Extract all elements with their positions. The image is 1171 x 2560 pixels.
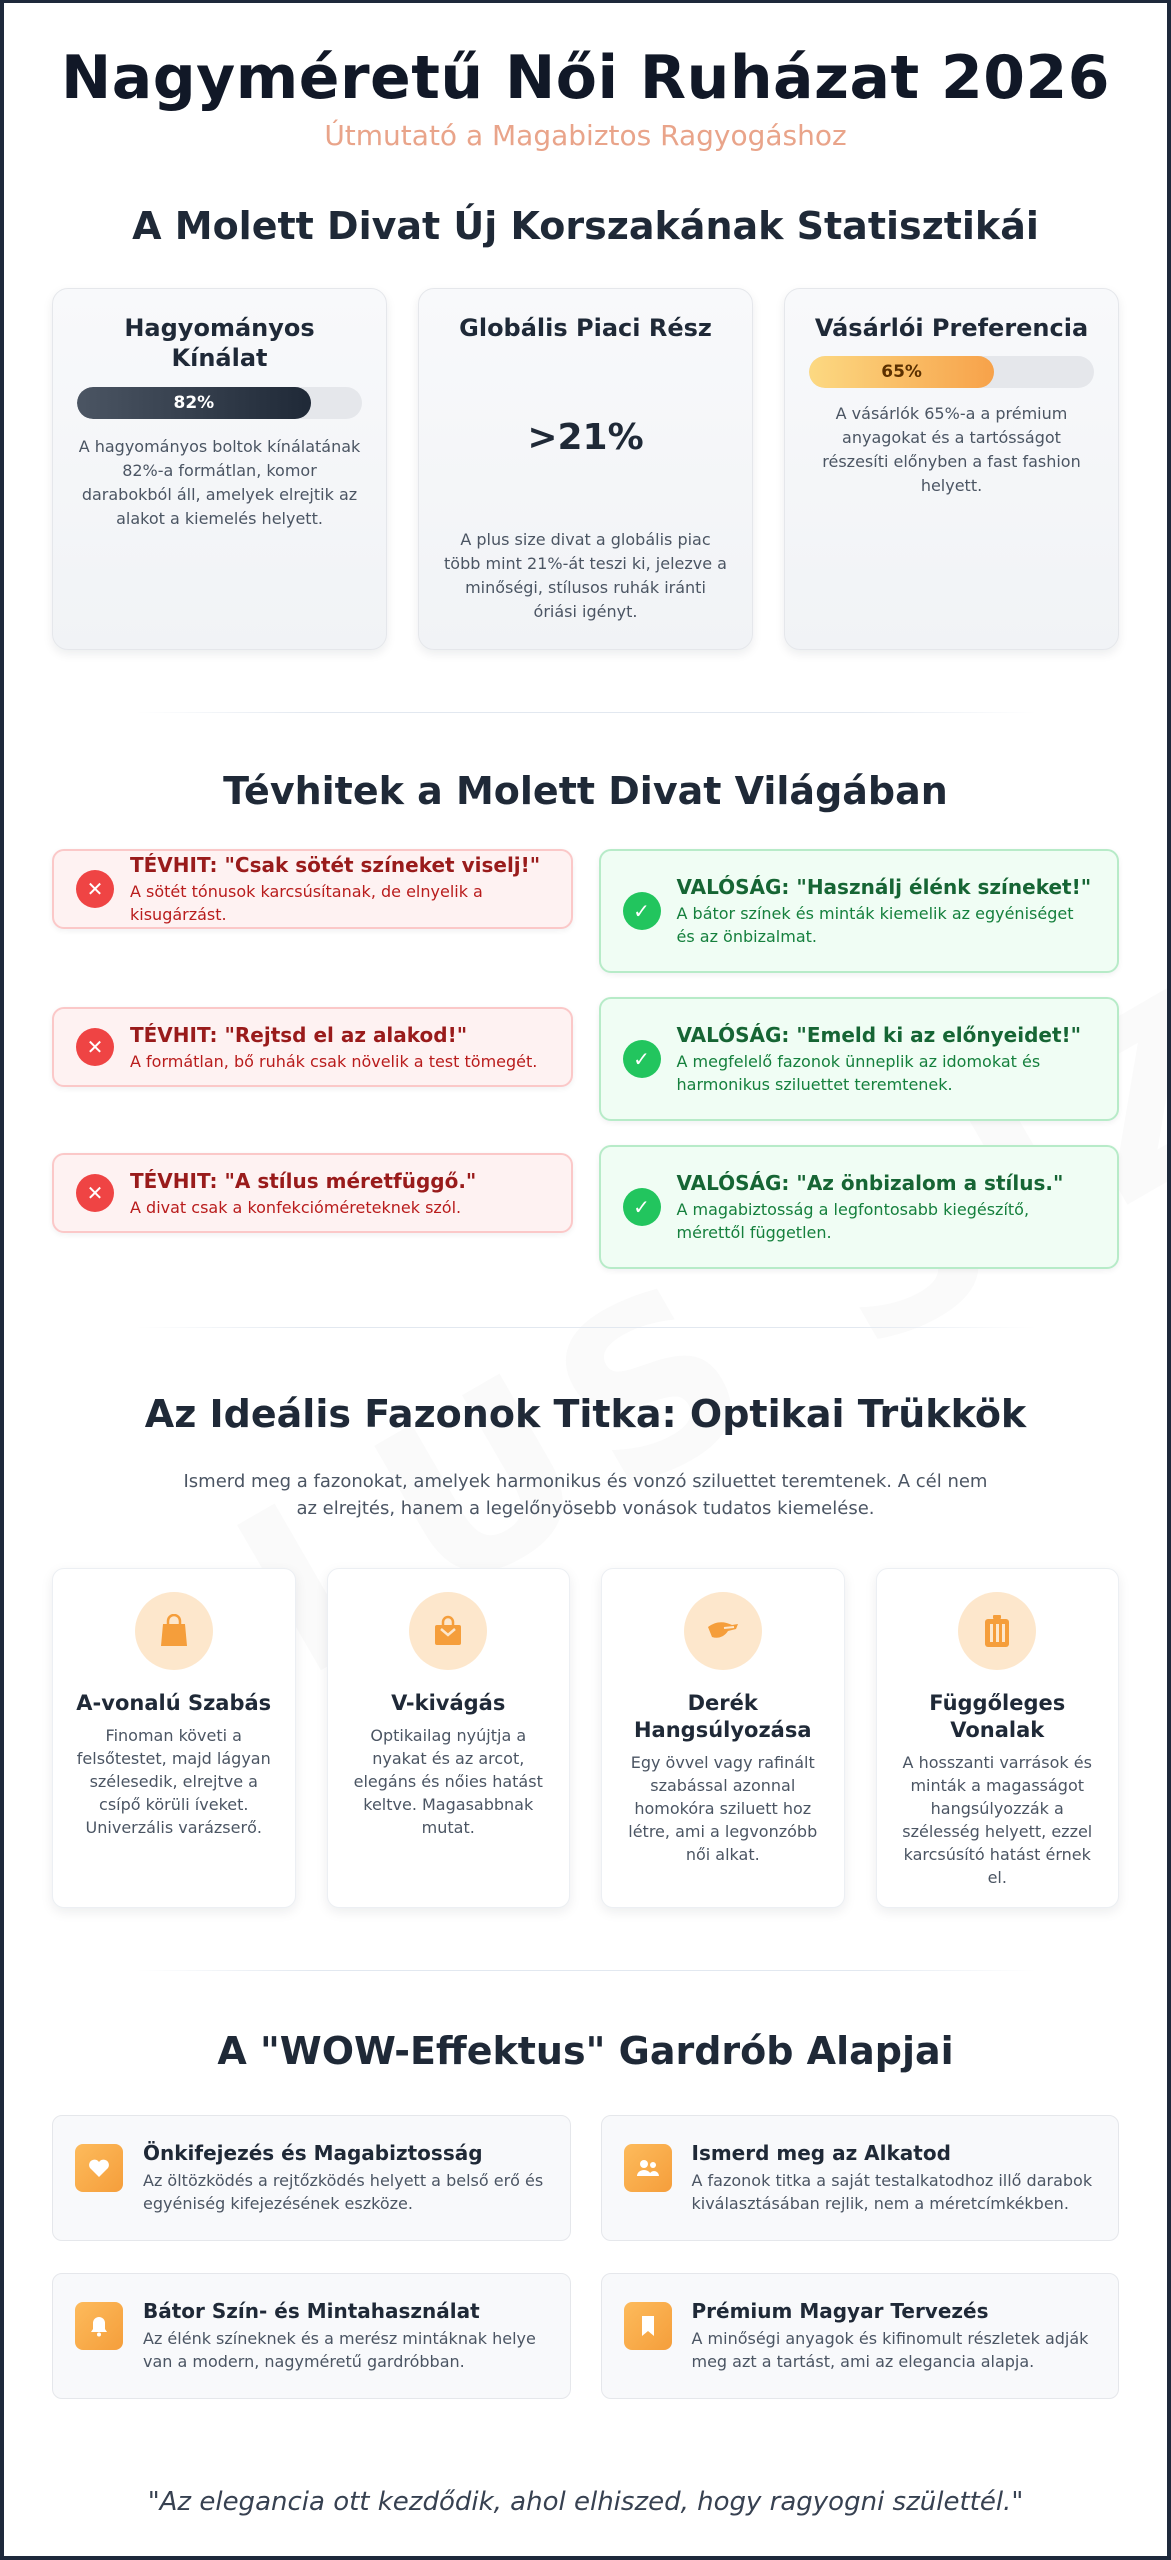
myths-column: [52, 849, 573, 1269]
gift-icon: [409, 1592, 487, 1670]
myth-card: [52, 849, 573, 929]
myth-card: [52, 1153, 573, 1233]
shape-title: Függőleges Vonalak: [929, 1691, 1066, 1742]
wardrobe-card: [52, 2115, 571, 2241]
wardrobe-title: A "WOW-Effektus" Gardrób Alapjai: [217, 2029, 954, 2073]
myths-title: Tévhitek a Molett Divat Világában: [223, 769, 948, 813]
heart-icon: [75, 2144, 123, 2192]
progress-bar-preference: [809, 356, 994, 388]
truth-card: [599, 997, 1120, 1121]
stats-section: [0, 202, 1171, 650]
shape-card-waist: [601, 1568, 845, 1908]
wardrobe-title-item: Bátor Szín- és Mintahasználat: [143, 2299, 480, 2323]
hero-header: [0, 0, 1171, 154]
stat-card-description: A hagyományos boltok kínálatának 82%-a formátlan, komor darabokból áll, amelyek elrejtik az alakot a kiemelés helyett.: [78, 437, 361, 528]
vertical-lines-icon: [958, 1592, 1036, 1670]
myth-heading: TÉVHIT: "A stílus méretfüggő.": [130, 1168, 477, 1193]
check-icon: ✓: [623, 1188, 661, 1226]
shapes-title: Az Ideális Fazonok Titka: Optikai Trükkök: [144, 1392, 1027, 1436]
progress-label: 82%: [173, 393, 215, 413]
shape-card-a-line: [52, 1568, 296, 1908]
truth-text: A bátor színek és minták kiemelik az egyéniséget és az önbizalmat.: [676, 904, 1074, 946]
stat-card-description: A plus size divat a globális piac több mint 21%-át teszi ki, jelezve a minőségi, stílusos ruhák iránti óriási igényt.: [444, 530, 727, 621]
truth-heading: VALÓSÁG: "Az önbizalom a stílus.": [676, 1171, 1064, 1195]
shapes-intro: Ismerd meg a fazonokat, amelyek harmonikus és vonzó sziluettet teremtenek. A cél nem az elrejtés, hanem a legelőnyösebb vonások tudatos kiemelése.: [183, 1471, 988, 1519]
truth-text: A magabiztosság a legfontosabb kiegészítő, mérettől független.: [676, 1200, 1030, 1242]
shape-text: A hosszanti varrások és minták a magasságot hangsúlyozzák a szélesség helyett, ezzel karcsúsító hatást érnek el.: [902, 1753, 1093, 1887]
closing-quote: "Az elegancia ott kezdődik, ahol elhiszed, hogy ragyogni születtél.": [147, 2487, 1024, 2517]
users-icon: [624, 2144, 672, 2192]
myths-section: [0, 767, 1171, 1269]
myth-text: A divat csak a konfekcióméreteknek szól.: [130, 1197, 462, 1217]
page-title: Nagyméretű Női Ruházat 2026: [60, 43, 1111, 113]
shapes-section: [0, 1390, 1171, 1908]
truth-heading: VALÓSÁG: "Használj élénk színeket!": [676, 875, 1092, 899]
shape-text: Finoman követi a felsőtestet, majd lágyan szélesedik, elrejtve a csípő körüli íveket. Univerzális varázserő.: [76, 1726, 271, 1837]
wardrobe-text: Az öltözködés a rejtőzködés helyett a belső erő és egyéniség kifejezésének eszköze.: [143, 2171, 544, 2213]
wardrobe-card: [601, 2273, 1120, 2399]
hand-icon: [684, 1592, 762, 1670]
shape-card-vertical: [876, 1568, 1120, 1908]
myth-heading: TÉVHIT: "Csak sötét színeket viselj!": [130, 853, 541, 877]
page-subtitle: Útmutató a Magabiztos Ragyogáshoz: [324, 119, 847, 152]
shape-card-v-neck: [327, 1568, 571, 1908]
stats-title: A Molett Divat Új Korszakának Statisztikái: [132, 204, 1039, 248]
close-icon: ✕: [76, 870, 114, 908]
stat-card-traditional: [52, 288, 387, 650]
wardrobe-title-item: Ismerd meg az Alkatod: [691, 2141, 951, 2165]
bookmark-icon: [624, 2302, 672, 2350]
progress-track: [77, 387, 362, 419]
check-icon: ✓: [623, 1040, 661, 1078]
shape-title: Derék Hangsúlyozása: [633, 1691, 812, 1742]
wardrobe-section: [0, 2027, 1171, 2399]
shape-title: V-kivágás: [391, 1691, 506, 1715]
wardrobe-text: A minőségi anyagok és kifinomult részletek adják meg azt a tartást, ami az elegancia alapja.: [691, 2329, 1089, 2371]
stat-card-title: Vásárlói Preferencia: [814, 314, 1089, 342]
stat-card-title: Globális Piaci Rész: [459, 314, 712, 342]
close-icon: ✕: [76, 1028, 114, 1066]
progress-bar-traditional: [77, 387, 311, 419]
wardrobe-card: [52, 2273, 571, 2399]
myth-heading: TÉVHIT: "Rejtsd el az alakod!": [130, 1022, 468, 1047]
section-divider: [136, 1327, 1036, 1328]
stat-card-global: [418, 288, 753, 650]
wardrobe-title-item: Önkifejezés és Magabiztosság: [143, 2141, 483, 2165]
wardrobe-text: A fazonok titka a saját testalkatodhoz illő darabok kiválasztásában rejlik, nem a méretcímkékben.: [691, 2171, 1093, 2213]
check-icon: ✓: [623, 892, 661, 930]
shape-text: Egy övvel vagy rafinált szabással azonnal homokóra sziluett hoz létre, ami a legvonzóbb női alkat.: [628, 1753, 818, 1864]
truth-card: [599, 1145, 1120, 1269]
shape-title: A-vonalú Szabás: [76, 1691, 272, 1715]
myth-text: A sötét tónusok karcsúsítanak, de elnyelik a kisugárzást.: [130, 882, 483, 924]
wardrobe-card: [601, 2115, 1120, 2241]
section-divider: [136, 1970, 1036, 1971]
stat-big-value: >21%: [527, 417, 644, 458]
wardrobe-title-item: Prémium Magyar Tervezés: [691, 2299, 989, 2323]
myth-text: A formátlan, bő ruhák csak növelik a test tömegét.: [130, 1051, 538, 1071]
close-icon: ✕: [76, 1174, 114, 1212]
section-divider: [136, 712, 1036, 713]
progress-label: 65%: [881, 362, 922, 382]
stat-card-preference: [784, 288, 1119, 650]
stat-card-title: Hagyományos Kínálat: [124, 314, 315, 372]
truths-column: [599, 849, 1120, 1269]
myth-card: [52, 1007, 573, 1087]
truth-heading: VALÓSÁG: "Emeld ki az előnyeidet!": [676, 1023, 1082, 1047]
stat-card-description: A vásárlók 65%-a a prémium anyagokat és a tartósságot részesíti előnyben a fast fashion helyett.: [822, 404, 1081, 495]
shape-text: Optikailag nyújtja a nyakat és az arcot, elegáns és nőies hatást keltve. Magasabbnak mutat.: [353, 1726, 543, 1837]
truth-text: A megfelelő fazonok ünneplik az idomokat és harmonikus sziluettet teremtenek.: [676, 1052, 1041, 1094]
bell-icon: [75, 2302, 123, 2350]
wardrobe-text: Az élénk színeknek és a merész mintáknak helye van a modern, nagyméretű gardróbban.: [143, 2329, 536, 2371]
truth-card: [599, 849, 1120, 973]
progress-track: [809, 356, 1094, 388]
shopping-bag-icon: [135, 1592, 213, 1670]
